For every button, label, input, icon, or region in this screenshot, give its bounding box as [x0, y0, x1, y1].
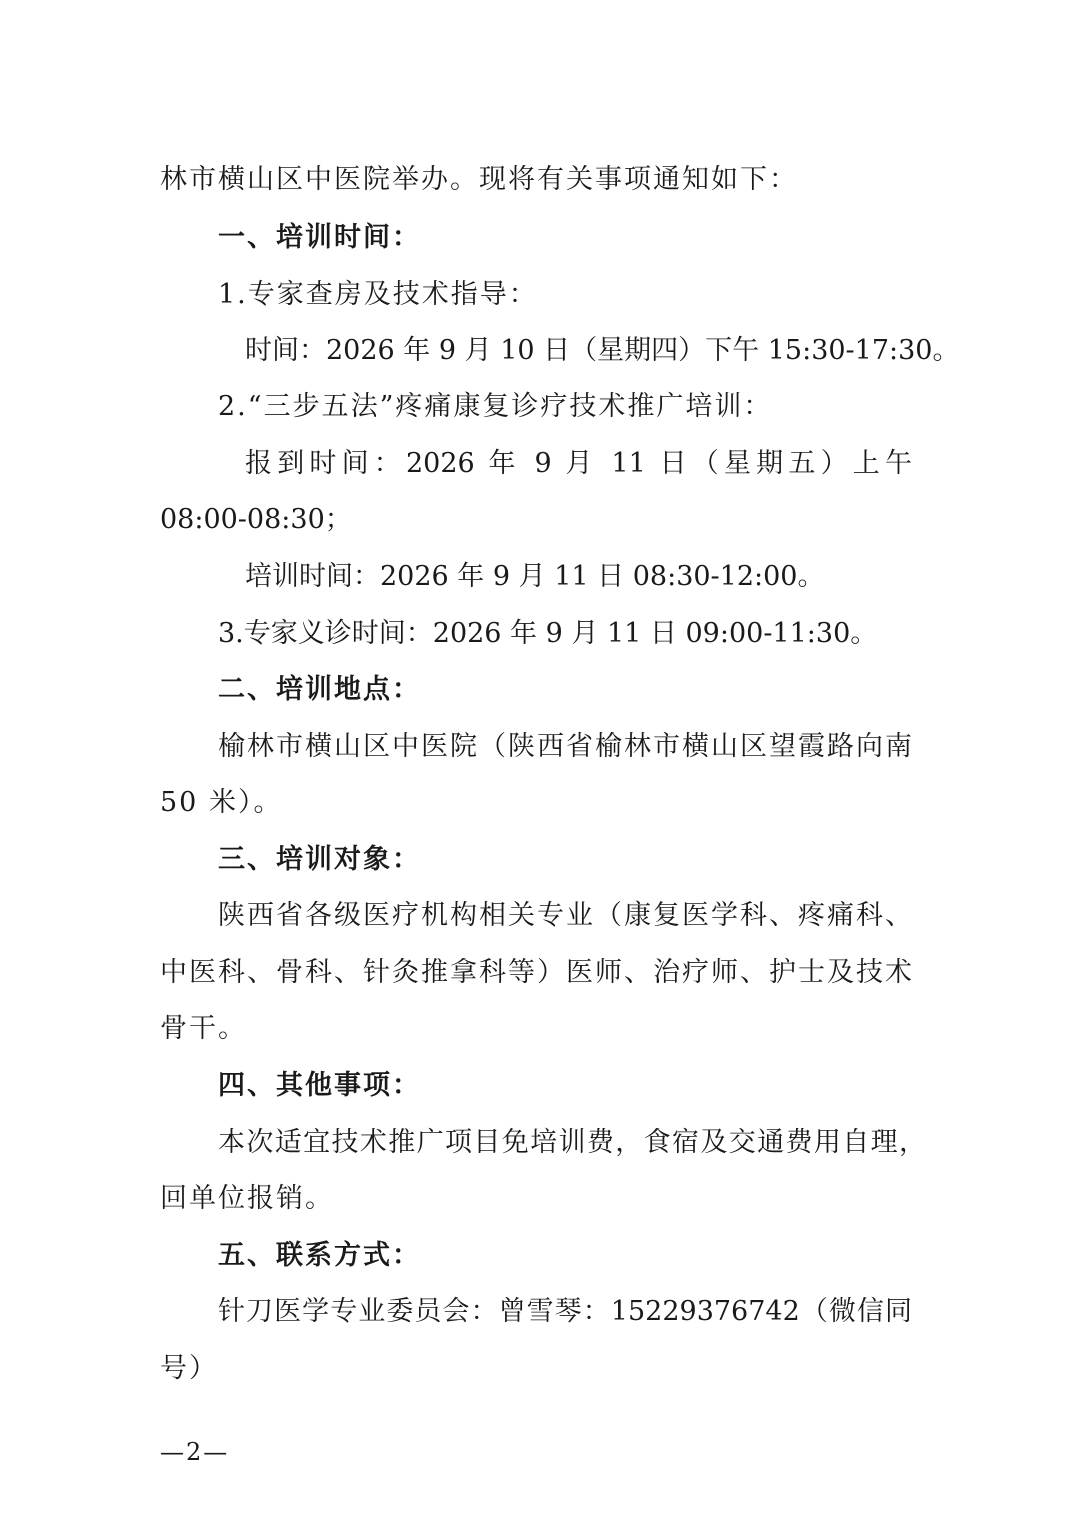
item-registration-time-cont: 08:00-08:30； [160, 504, 352, 535]
audience-text-3: 骨干。 [160, 1013, 247, 1044]
item-training-time: 培训时间：2026 年 9 月 11 日 08:30-12:00。 [245, 561, 825, 592]
other-matters-text-2: 回单位报销。 [160, 1183, 334, 1214]
audience-text-2: 中医科、骨科、针灸推拿科等）医师、治疗师、护士及技术 [160, 957, 912, 988]
section-heading-training-location: 二、培训地点： [218, 674, 421, 705]
location-text: 榆林市横山区中医院（陕西省榆林市横山区望霞路向南 [218, 731, 912, 762]
item-registration-time: 报到时间：2026 年 9 月 11 日（星期五）上午 [245, 448, 912, 479]
item-expert-rounds-time: 时间：2026 年 9 月 10 日（星期四）下午 15:30-17:30。 [245, 335, 960, 366]
section-heading-contact: 五、联系方式： [218, 1240, 421, 1271]
item-clinic-time: 3.专家义诊时间：2026 年 9 月 11 日 09:00-11:30。 [218, 618, 878, 649]
intro-continuation: 林市横山区中医院举办。现将有关事项通知如下： [160, 164, 798, 195]
other-matters-text-1: 本次适宜技术推广项目免培训费，食宿及交通费用自理， [218, 1127, 926, 1158]
section-heading-training-audience: 三、培训对象： [218, 844, 421, 875]
audience-text-1: 陕西省各级医疗机构相关专业（康复医学科、疼痛科、 [218, 900, 912, 931]
contact-text-2: 号） [160, 1353, 218, 1384]
item-expert-rounds: 1.专家查房及技术指导： [218, 279, 538, 310]
section-heading-training-time: 一、培训时间： [218, 222, 421, 253]
section-heading-other-matters: 四、其他事项： [218, 1070, 421, 1101]
location-text-cont: 50 米）。 [160, 787, 283, 818]
item-pain-rehab-training: 2.“三步五法”疼痛康复诊疗技术推广培训： [218, 391, 773, 422]
contact-text-1: 针刀医学专业委员会：曾雪琴：15229376742（微信同 [218, 1296, 912, 1327]
page-number: —2— [160, 1438, 230, 1466]
